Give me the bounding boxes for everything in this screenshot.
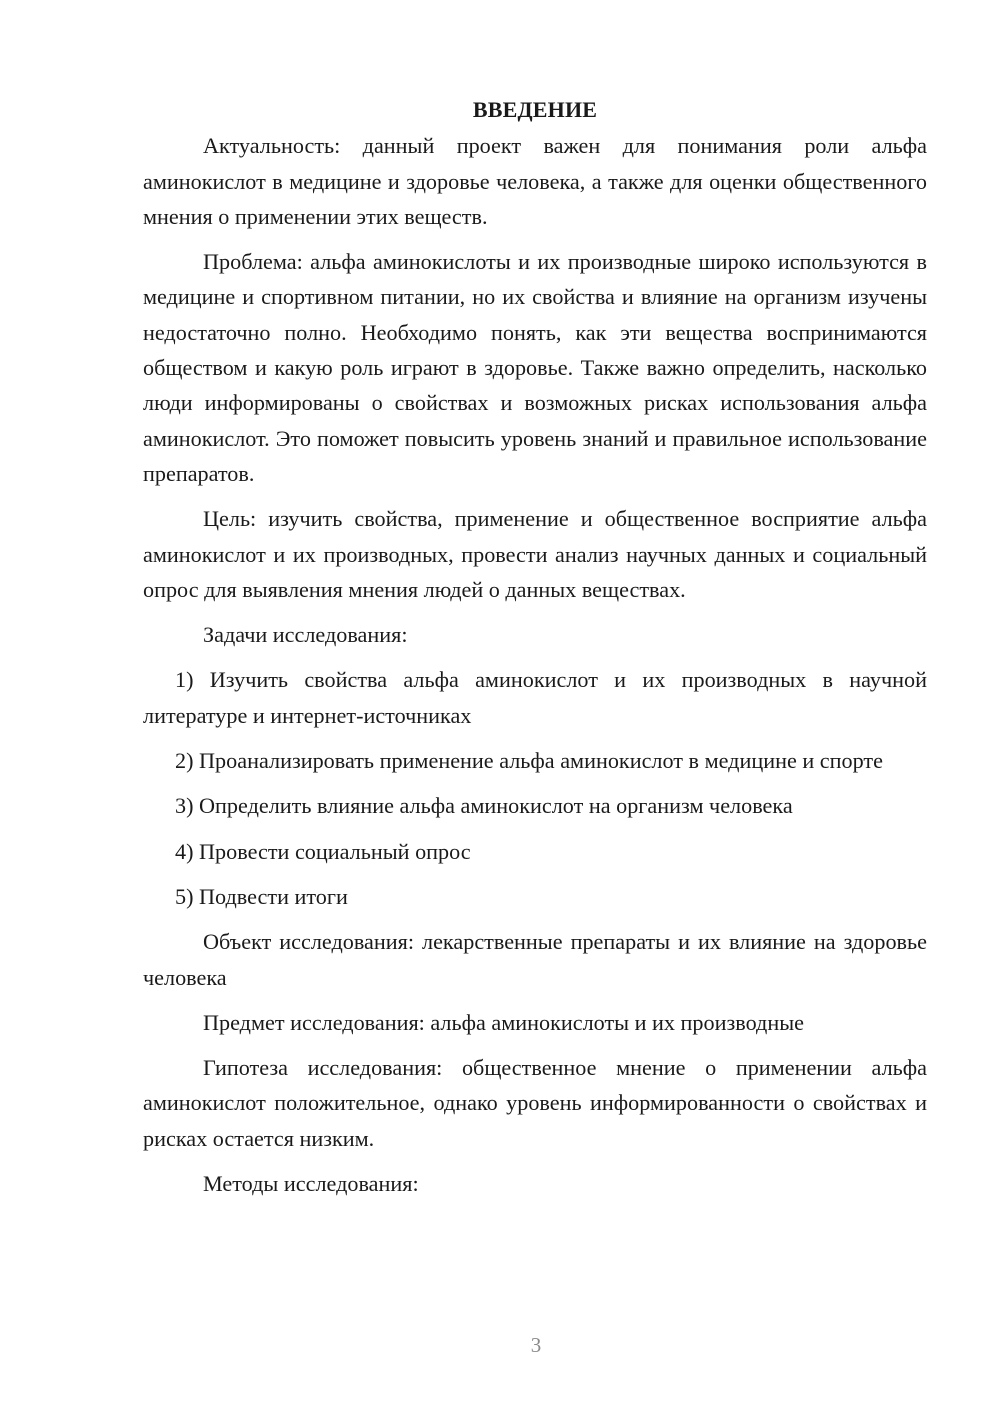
- methods-paragraph: Методы исследования:: [203, 1171, 419, 1197]
- relevance-paragraph: Актуальность: данный проект важен для понимания роли альфа аминокислот в медицине и здоровье человека, а также для оценки общественного мнения о применении этих веществ.: [143, 133, 927, 229]
- page-content: [143, 92, 927, 1211]
- section-heading: ВВЕДЕНИЕ: [472, 97, 598, 122]
- task-item-3: 3) Определить влияние альфа аминокислот на организм человека: [175, 793, 793, 819]
- subject-paragraph: Предмет исследования: альфа аминокислоты и их производные: [203, 1009, 804, 1035]
- tasks-title: Задачи исследования:: [203, 622, 408, 648]
- page-number: 3: [530, 1333, 542, 1357]
- goal-paragraph: Цель: изучить свойства, применение и общественное восприятие альфа аминокислот и их производных, провести анализ научных данных и социальный опрос для выявления мнения людей о данных веществах.: [143, 506, 927, 602]
- task-item-4: 4) Провести социальный опрос: [175, 838, 471, 864]
- problem-paragraph: Проблема: альфа аминокислоты и их производные широко используются в медицине и спортивном питании, но их свойства и влияние на организм изучены недостаточно полно. Необходимо понять, как эти вещества воспринимаются обществом и какую роль играют в здоровье. Также важно определить, насколько люди информированы о свойствах и возможных рисках использования альфа аминокислот. Это поможет повысить уровень знаний и правильное использование препаратов.: [143, 249, 927, 486]
- task-item-2: 2) Проанализировать применение альфа аминокислот в медицине и спорте: [175, 748, 883, 774]
- object-paragraph: Объект исследования: лекарственные препараты и их влияние на здоровье человека: [143, 929, 927, 990]
- hypothesis-paragraph: Гипотеза исследования: общественное мнение о применении альфа аминокислот положительное, однако уровень информированности о свойствах и рисках остается низким.: [143, 1055, 927, 1151]
- task-item-1: 1) Изучить свойства альфа аминокислот и их производных в научной литературе и интернет-источниках: [143, 667, 927, 728]
- task-item-5: 5) Подвести итоги: [175, 883, 348, 909]
